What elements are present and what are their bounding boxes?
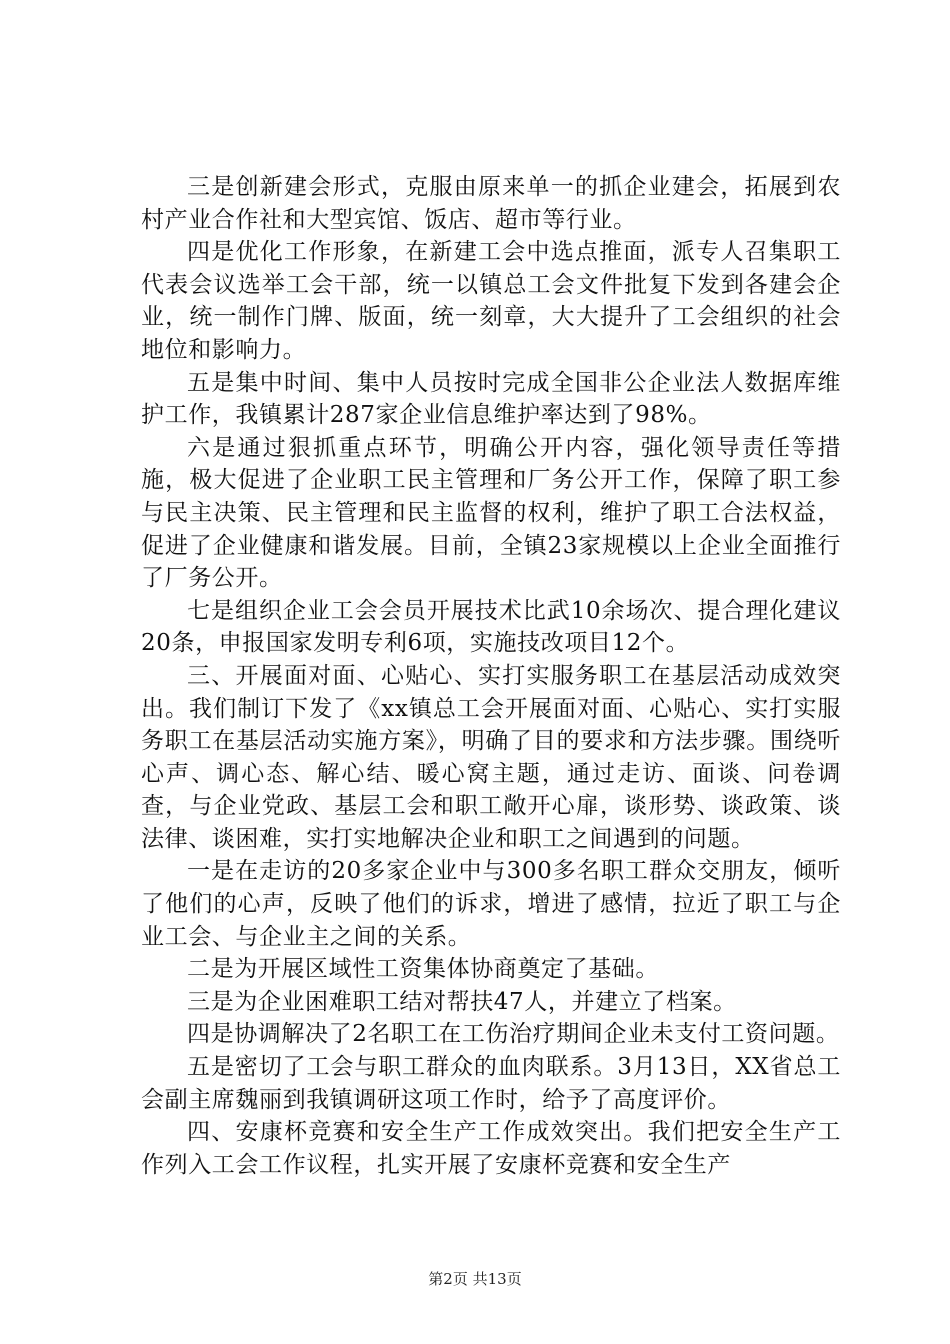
page-number-footer: 第2页 共13页 xyxy=(428,1270,522,1288)
paragraph: 三是创新建会形式，克服由原来单一的抓企业建会，拓展到农村产业合作社和大型宾馆、饭店、超市等行业。 xyxy=(141,174,841,233)
paragraph: 三是为企业困难职工结对帮扶47人，并建立了档案。 xyxy=(187,988,737,1015)
paragraph: 四是优化工作形象，在新建工会中选点推面，派专人召集职工代表会议选举工会干部，统一以镇总工会文件批复下发到各建会企业，统一制作门牌、版面，统一刻章，大大提升了工会组织的社会地位和影响力。 xyxy=(141,239,841,363)
paragraph: 二是为开展区域性工资集体协商奠定了基础。 xyxy=(187,956,659,983)
paragraph: 五是集中时间、集中人员按时完成全国非公企业法人数据库维护工作，我镇累计287家企业信息维护率达到了98%。 xyxy=(141,369,841,429)
paragraph: 七是组织企业工会会员开展技术比武10余场次、提合理化建议20条，申报国家发明专利6项，实施技改项目12个。 xyxy=(141,597,841,657)
paragraph: 四、安康杯竞赛和安全生产工作成效突出。我们把安全生产工作列入工会工作议程，扎实开展了安康杯竞赛和安全生产 xyxy=(141,1119,841,1178)
paragraph: 五是密切了工会与职工群众的血肉联系。3月13日，XX省总工会副主席魏丽到我镇调研这项工作时，给予了高度评价。 xyxy=(141,1054,841,1113)
paragraph: 三、开展面对面、心贴心、实打实服务职工在基层活动成效突出。我们制订下发了《xx镇总工会开展面对面、心贴心、实打实服务职工在基层活动实施方案》，明确了目的要求和方法步骤。围绕听心声、调心态、解心结、暖心窝主题，通过走访、面谈、问卷调查，与企业党政、基层工会和职工敞开心扉，谈形势、谈政策、谈法律、谈困难，实打实地解决企业和职工之间遇到的问题。 xyxy=(141,662,841,852)
document-body xyxy=(141,171,841,1181)
paragraph: 六是通过狠抓重点环节，明确公开内容，强化领导责任等措施，极大促进了企业职工民主管理和厂务公开工作，保障了职工参与民主决策、民主管理和民主监督的权利，维护了职工合法权益，促进了企业健康和谐发展。目前，全镇23家规模以上企业全面推行了厂务公开。 xyxy=(141,434,841,592)
paragraph: 四是协调解决了2名职工在工伤治疗期间企业未支付工资问题。 xyxy=(187,1021,840,1048)
paragraph: 一是在走访的20多家企业中与300多名职工群众交朋友，倾听了他们的心声，反映了他们的诉求，增进了感情，拉近了职工与企业工会、与企业主之间的关系。 xyxy=(141,858,841,950)
